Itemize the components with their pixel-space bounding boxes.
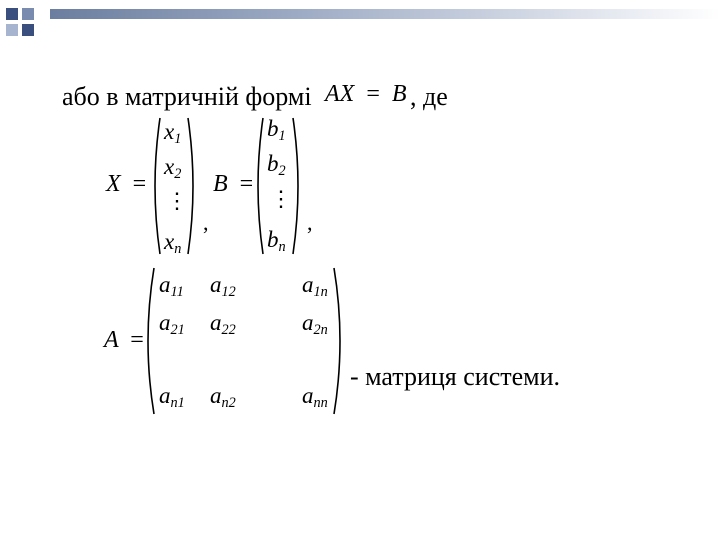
vector-b-right-paren: [291, 116, 305, 256]
vector-b-eq: =: [239, 171, 254, 197]
matrix-a-cell-2-n: $a_{2n}$: [302, 310, 328, 338]
matrix-a-cell-1-2: $a_{12}$: [210, 272, 236, 300]
vector-x-entry-1: $x_1$: [164, 119, 182, 147]
formula-lhs: AX: [325, 81, 355, 107]
intro-text: або в матричній формі: [62, 82, 312, 111]
vector-b-label: [213, 172, 253, 196]
vector-b-letter: B: [213, 171, 228, 197]
vector-x-right-paren: [186, 116, 200, 256]
header-square-2: [22, 8, 34, 20]
matrix-a-cell-1-n: $a_{1n}$: [302, 272, 328, 300]
matrix-a-right-paren: [332, 266, 348, 416]
matrix-a-left-paren: [140, 266, 156, 416]
matrix-a-eq: =: [130, 327, 144, 353]
vector-x-comma: ,: [203, 210, 209, 235]
matrix-a-cell-n-n: $a_{nn}$: [302, 383, 328, 411]
formula-ax-eq-b: [325, 82, 407, 106]
matrix-a-label: [104, 328, 144, 352]
vector-b-entry-2: $b_2$: [267, 151, 286, 179]
header-square-1: [6, 8, 18, 20]
vector-b-entry-n: $b_n$: [267, 227, 286, 255]
vector-b-left-paren: [251, 116, 265, 256]
matrix-a-cell-n-1: $a_{n1}$: [159, 383, 185, 411]
matrix-caption: - матриця системи.: [350, 362, 561, 391]
matrix-a-cell-n-2: $a_{n2}$: [210, 383, 236, 411]
matrix-a-cell-2-2: $a_{22}$: [210, 310, 236, 338]
matrix-a-cell-1-1: $a_{11}$: [159, 272, 184, 300]
vector-x-label: [106, 172, 146, 196]
formula-rhs: B: [391, 81, 407, 107]
vector-b-comma: ,: [307, 210, 313, 235]
formula-eq: =: [366, 81, 380, 107]
vector-x-letter: X: [106, 171, 121, 197]
vector-x-vdots: ⋮: [166, 188, 188, 213]
vector-x-entry-2: $x_2$: [164, 154, 182, 182]
matrix-a-letter: A: [104, 327, 119, 353]
vector-x-eq: =: [132, 171, 147, 197]
vector-b-entry-1: $b_1$: [267, 116, 286, 144]
intro-suffix: , де: [410, 82, 448, 111]
vector-x-left-paren: [148, 116, 162, 256]
header-gradient-bar: [50, 9, 720, 19]
vector-x-entry-n: $x_n$: [164, 229, 182, 257]
header-square-3: [6, 24, 18, 36]
header-square-4: [22, 24, 34, 36]
vector-b-vdots: ⋮: [270, 186, 292, 211]
matrix-a-cell-2-1: $a_{21}$: [159, 310, 185, 338]
